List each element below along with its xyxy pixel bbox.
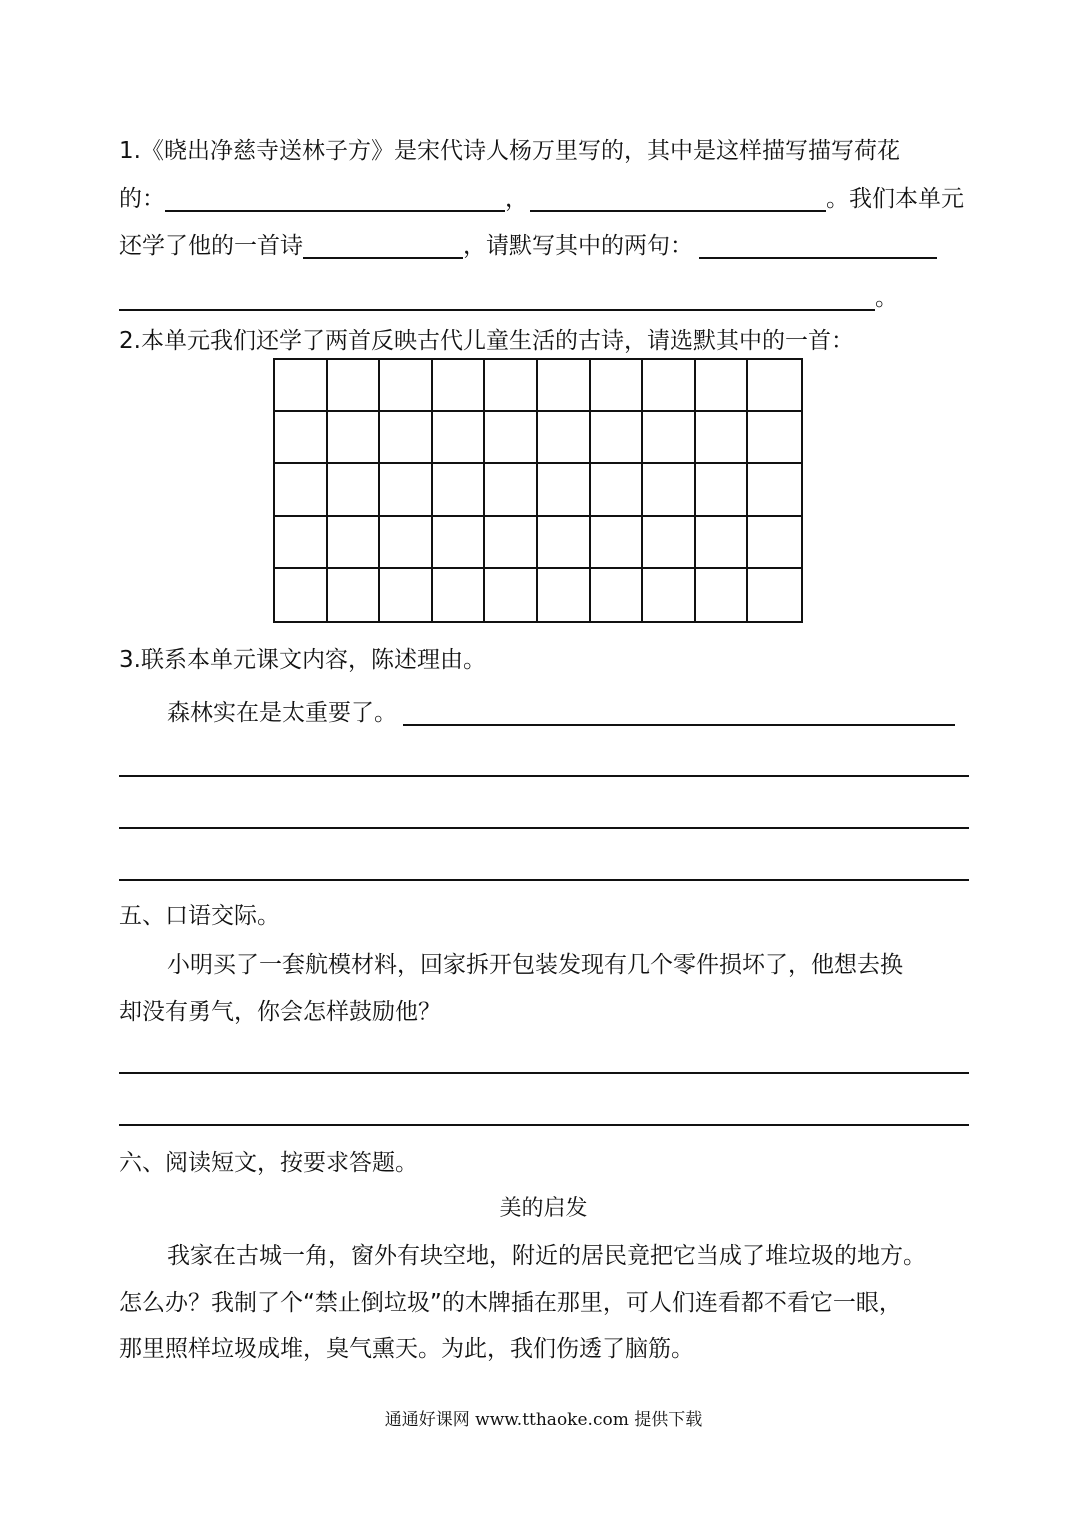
grid-cell[interactable] (485, 412, 538, 464)
grid-cell[interactable] (380, 517, 433, 569)
q3-answer-line-2[interactable] (119, 775, 969, 777)
q1-line2 (119, 184, 964, 214)
grid-cell[interactable] (538, 517, 591, 569)
grid-cell[interactable] (591, 569, 644, 621)
q3-answer-line-4[interactable] (119, 879, 969, 881)
grid-cell[interactable] (643, 464, 696, 516)
reading-p2: 怎么办？我制了个“禁止倒垃圾”的木牌插在那里，可人们连看都不看它一眼， (119, 1290, 902, 1316)
grid-cell[interactable] (380, 412, 433, 464)
grid-cell[interactable] (591, 360, 644, 412)
grid-cell[interactable] (538, 464, 591, 516)
q1-line3-middle: ，请默写其中的两句： (463, 233, 693, 259)
grid-cell[interactable] (643, 360, 696, 412)
grid-cell[interactable] (380, 360, 433, 412)
grid-cell[interactable] (485, 464, 538, 516)
grid-cell[interactable] (485, 569, 538, 621)
grid-cell[interactable] (591, 517, 644, 569)
section5-heading: 五、口语交际。 (119, 903, 280, 929)
section5-para2: 却没有勇气，你会怎样鼓励他？ (119, 999, 441, 1025)
grid-cell[interactable] (696, 517, 749, 569)
q3-text: 3.联系本单元课文内容，陈述理由。 (119, 647, 486, 673)
grid-cell[interactable] (643, 517, 696, 569)
grid-cell[interactable] (328, 464, 381, 516)
grid-cell[interactable] (433, 464, 486, 516)
grid-cell[interactable] (538, 569, 591, 621)
q3-prompt-line (167, 698, 955, 728)
grid-cell[interactable] (538, 360, 591, 412)
q1-line2-suffix: 。我们本单元 (826, 186, 964, 212)
q1-line4 (119, 283, 898, 313)
reading-p1: 我家在古城一角，窗外有块空地，附近的居民竟把它当成了堆垃圾的地方。 (167, 1243, 926, 1269)
footer-text: 通通好课网 www.tthaoke.com 提供下载 (384, 1410, 703, 1430)
grid-cell[interactable] (643, 412, 696, 464)
grid-cell[interactable] (275, 360, 328, 412)
grid-cell[interactable] (275, 569, 328, 621)
grid-cell[interactable] (380, 464, 433, 516)
grid-cell[interactable] (748, 412, 801, 464)
grid-cell[interactable] (538, 412, 591, 464)
grid-cell[interactable] (748, 569, 801, 621)
grid-cell[interactable] (643, 569, 696, 621)
reading-p3: 那里照样垃圾成堆，臭气熏天。为此，我们伤透了脑筋。 (119, 1336, 694, 1362)
grid-cell[interactable] (275, 464, 328, 516)
q1-poem-title-blank[interactable] (303, 233, 463, 259)
grid-cell[interactable] (485, 360, 538, 412)
grid-cell[interactable] (591, 464, 644, 516)
grid-cell[interactable] (485, 517, 538, 569)
q1-comma: ， (505, 186, 528, 212)
grid-cell[interactable] (696, 569, 749, 621)
grid-cell[interactable] (328, 412, 381, 464)
grid-cell[interactable] (328, 360, 381, 412)
grid-cell[interactable] (748, 360, 801, 412)
grid-cell[interactable] (275, 517, 328, 569)
q1-line3 (119, 231, 937, 261)
grid-cell[interactable] (433, 412, 486, 464)
q3-answer-blank-1[interactable] (403, 700, 955, 726)
grid-cell[interactable] (591, 412, 644, 464)
grid-cell[interactable] (433, 517, 486, 569)
grid-cell[interactable] (380, 569, 433, 621)
q1-line2-prefix: 的： (119, 186, 165, 212)
grid-cell[interactable] (748, 517, 801, 569)
section5-answer-line-2[interactable] (119, 1124, 969, 1126)
q1-blank-2[interactable] (530, 186, 826, 212)
section5-answer-line-1[interactable] (119, 1072, 969, 1074)
grid-cell[interactable] (328, 517, 381, 569)
grid-cell[interactable] (696, 360, 749, 412)
grid-cell[interactable] (433, 569, 486, 621)
poem-writing-grid[interactable] (273, 358, 803, 623)
grid-cell[interactable] (748, 464, 801, 516)
section5-para1: 小明买了一套航模材料，回家拆开包装发现有几个零件损坏了，他想去换 (167, 952, 903, 978)
q1-line1: 1.《晓出净慈寺送林子方》是宋代诗人杨万里写的，其中是这样描写描写荷花 (119, 138, 900, 164)
grid-cell[interactable] (696, 464, 749, 516)
q1-blank-1[interactable] (165, 186, 505, 212)
grid-cell[interactable] (328, 569, 381, 621)
grid-cell[interactable] (275, 412, 328, 464)
q1-line3-prefix: 还学了他的一首诗 (119, 233, 303, 259)
grid-cell[interactable] (433, 360, 486, 412)
q1-verse-blank-1[interactable] (699, 233, 937, 259)
q1-verse-blank-2[interactable] (119, 285, 875, 311)
q1-line4-end: 。 (875, 285, 898, 311)
reading-title: 美的启发 (499, 1196, 588, 1221)
section6-heading: 六、阅读短文，按要求答题。 (119, 1150, 418, 1176)
q3-prompt: 森林实在是太重要了。 (167, 700, 397, 726)
q2-text: 2.本单元我们还学了两首反映古代儿童生活的古诗，请选默其中的一首： (119, 328, 854, 354)
grid-cell[interactable] (696, 412, 749, 464)
q3-answer-line-3[interactable] (119, 827, 969, 829)
